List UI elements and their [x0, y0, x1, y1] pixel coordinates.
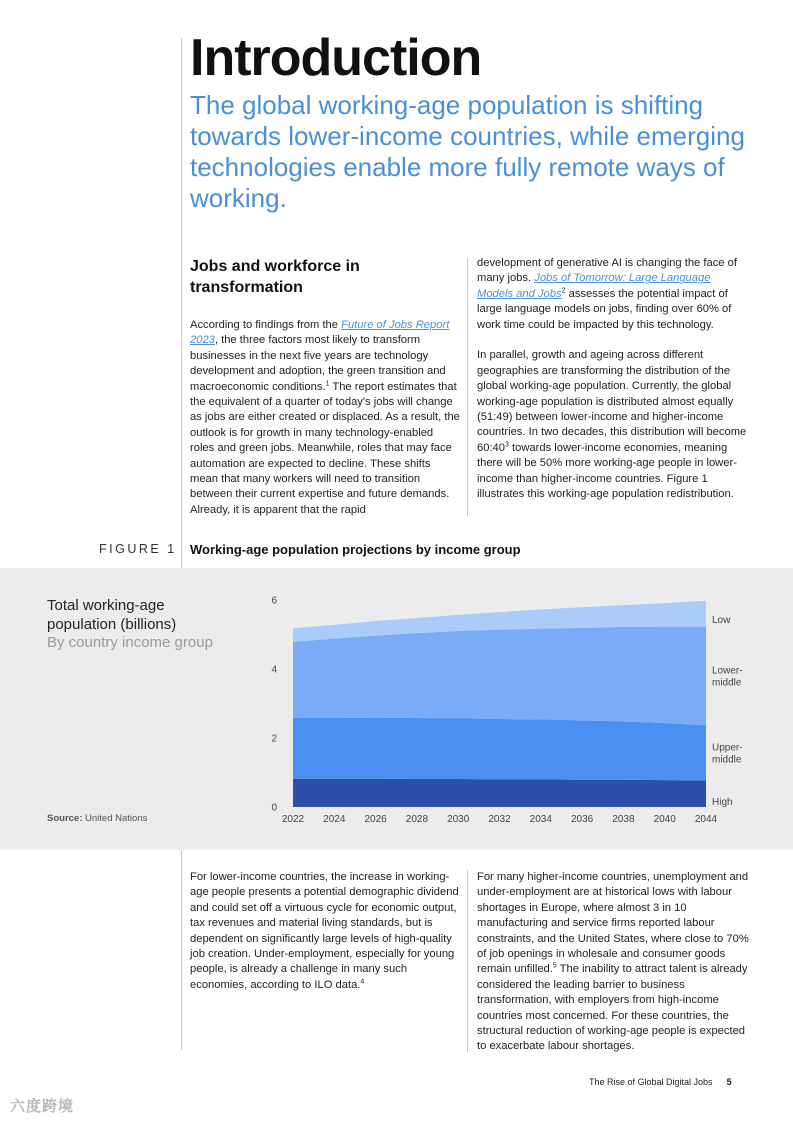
x-tick-label: 2044	[694, 814, 718, 825]
paragraph: For many higher-income countries, unemployment and under-employment are at historical lows with labour shortages in Europe, where almost 3 in 10 manufacturing and service firms reported labour constraints, and the United States, where close to 70% of job openings in wholesale and consumer goods remain unfilled.$^5$ The inability to attract talent is already considered the leading barrier to business transformation, with employers from high-income countries most concerned. For these countries, the structural reduction of working-age people is expected to exacerbate labour shortages.	[477, 871, 749, 1053]
footer-doc-title: The Rise of Global Digital Jobs	[589, 1077, 713, 1087]
y-tick-label: 6	[271, 595, 277, 607]
area-series-high	[293, 779, 706, 807]
figure-label: FIGURE 1	[99, 542, 177, 556]
x-tick-label: 2040	[653, 814, 676, 825]
legend-label: High	[712, 797, 733, 809]
x-tick-label: 2036	[570, 814, 594, 825]
page-subtitle: The global working-age population is shifting towards lower-income countries, while emerging technologies enable more fully remote ways of working.	[190, 90, 745, 213]
x-tick-label: 2032	[488, 814, 511, 825]
divider-left-bottom	[181, 850, 182, 1050]
x-tick-label: 2022	[281, 814, 305, 825]
section-heading: Jobs and workforce in transformation	[190, 258, 360, 296]
divider-left-top	[181, 38, 182, 570]
y-tick-label: 0	[271, 802, 277, 814]
legend-label: Lower-	[712, 665, 743, 677]
body-column-3	[190, 870, 462, 1009]
legend-label: middle	[712, 754, 742, 766]
divider-mid-bottom	[467, 870, 468, 1052]
paragraph: For lower-income countries, the increase in working-age people presents a potential demographic dividend and could set off a virtuous cycle for economic output, tax revenues and material living standards, but is dependent on significantly large levels of high-quality job creation. Under-employment, especially for young people, is already a challenge in many such economies, according to ILO data.$^4$	[190, 871, 459, 991]
body-column-1	[190, 318, 460, 534]
paragraph: According to findings from the Future of Jobs Report 2023, the three factors most likely to transform businesses in the next five years are technology development and adoption, the green transition and macroeconomic conditions.$^1$ The report estimates that the equivalent of a quarter of today's jobs will change as jobs are either created or displaced. As a result, the outlook is for growth in many technology-enabled roles and green jobs. Meanwhile, roles that may face automation are expected to decline. These shifts mean that many workers will need to transition between their current expertise and future demands. Already, it is apparent that the rapid	[190, 319, 460, 516]
body-column-4	[477, 870, 749, 1070]
legend-label: middle	[712, 677, 742, 689]
x-tick-label: 2024	[323, 814, 346, 825]
x-tick-label: 2034	[529, 814, 552, 825]
area-series-upper-middle	[293, 718, 706, 781]
paragraph: In parallel, growth and ageing across different geographies are transforming the distribution of the global working-age population. Currently, the global working-age population is distributed almost equally (51:49) between lower-income and higher-income countries. In two decades, this distribution will become $60:40^3$ towards lower-income economies, meaning there will be 50% more working-age people in lower-income than higher-income countries. Figure 1 illustrates this working-age population redistribution.	[477, 349, 747, 501]
paragraph: development of generative AI is changing the face of many jobs. Jobs of Tomorrow: Large Language Models and Jobs$^2$ assesses the potential impact of large language models on jobs, finding over 60% of work time could be impacted by this technology.	[477, 257, 737, 331]
jobs-of-tomorrow-link[interactable]: Jobs of Tomorrow: Large Language Models and Jobs	[477, 272, 711, 300]
area-chart	[0, 568, 793, 850]
x-tick-label: 2038	[612, 814, 635, 825]
future-of-jobs-link[interactable]: Future of Jobs Report 2023	[190, 319, 450, 347]
watermark-logo: 六度跨境	[10, 1098, 75, 1115]
chart-subtitle: By country income group	[47, 634, 213, 651]
x-tick-label: 2030	[447, 814, 470, 825]
figure-title: Working-age population projections by income group	[190, 542, 521, 557]
x-tick-label: 2028	[405, 814, 429, 825]
legend-label: Low	[712, 615, 731, 627]
page-title: Introduction	[190, 29, 482, 87]
body-column-2	[477, 256, 749, 518]
x-tick-label: 2026	[364, 814, 387, 825]
legend-label: Upper-	[712, 742, 743, 754]
page-number: 5	[726, 1077, 732, 1087]
divider-mid-top	[467, 258, 468, 516]
chart-source: Source: United Nations	[47, 813, 148, 824]
y-tick-label: 4	[271, 664, 277, 676]
page-footer	[589, 1077, 732, 1087]
chart-title: Total working-age population (billions)	[47, 597, 177, 633]
y-tick-label: 2	[271, 733, 277, 745]
area-series-lower-middle	[293, 627, 706, 726]
